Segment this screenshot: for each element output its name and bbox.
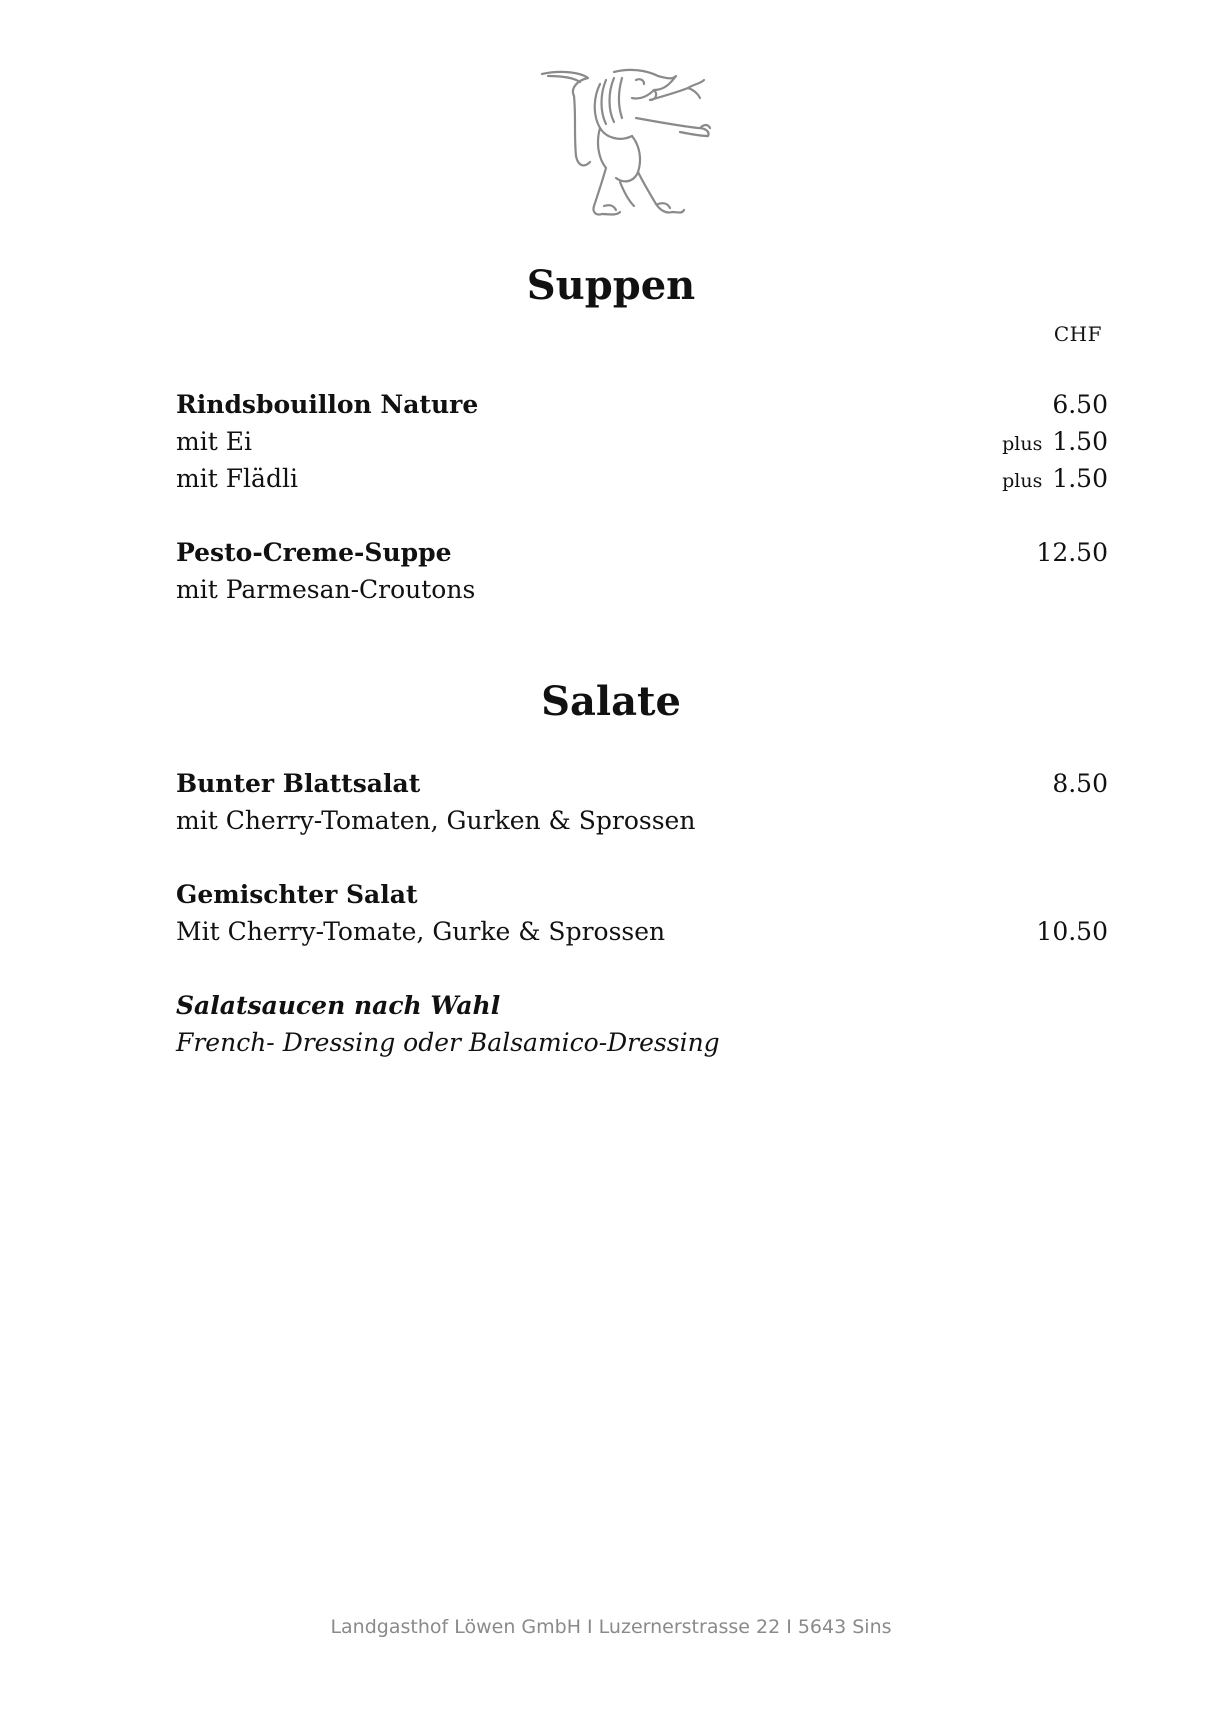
dish-name: Rindsbouillon Nature bbox=[176, 390, 479, 419]
sauce-heading: Salatsaucen nach Wahl bbox=[176, 991, 501, 1020]
price-value: 1.50 bbox=[1052, 427, 1108, 456]
dish-option: mit Flädli bbox=[176, 464, 298, 493]
lion-rampant-icon bbox=[540, 66, 720, 222]
dish-price: 6.50 bbox=[1052, 390, 1108, 419]
plus-label: plus bbox=[1002, 470, 1043, 492]
list-item bbox=[176, 1024, 1108, 1062]
section-title-suppen: Suppen bbox=[526, 262, 696, 309]
dish-price bbox=[1002, 423, 1108, 463]
sauce-options: French- Dressing oder Balsamico-Dressing bbox=[176, 1028, 720, 1057]
dish-description: mit Cherry-Tomaten, Gurken & Sprossen bbox=[176, 806, 696, 835]
list-item bbox=[176, 423, 1108, 461]
dish-price: 8.50 bbox=[1052, 769, 1108, 798]
list-item bbox=[176, 765, 1108, 803]
dish-name: Pesto-Creme-Suppe bbox=[176, 538, 452, 567]
list-item bbox=[176, 913, 1108, 951]
dish-price bbox=[1002, 460, 1108, 500]
list-item bbox=[176, 987, 1108, 1025]
dish-option: mit Ei bbox=[176, 427, 252, 456]
dish-price: 12.50 bbox=[1036, 538, 1108, 567]
dish-name: Bunter Blattsalat bbox=[176, 769, 421, 798]
section-title-salate: Salate bbox=[541, 678, 681, 725]
dish-price: 10.50 bbox=[1036, 917, 1108, 946]
footer-address: Landgasthof Löwen GmbH I Luzernerstrasse 22 I 5643 Sins bbox=[330, 1616, 892, 1638]
plus-label: plus bbox=[1002, 433, 1043, 455]
currency-label: CHF bbox=[1053, 322, 1102, 346]
list-item bbox=[176, 802, 1108, 840]
list-item bbox=[176, 460, 1108, 498]
price-value: 1.50 bbox=[1052, 464, 1108, 493]
list-item bbox=[176, 386, 1108, 424]
list-item bbox=[176, 876, 1108, 914]
list-item bbox=[176, 571, 1108, 609]
list-item bbox=[176, 534, 1108, 572]
dish-description: mit Parmesan-Croutons bbox=[176, 575, 476, 604]
dish-name: Gemischter Salat bbox=[176, 880, 418, 909]
dish-description: Mit Cherry-Tomate, Gurke & Sprossen bbox=[176, 917, 666, 946]
